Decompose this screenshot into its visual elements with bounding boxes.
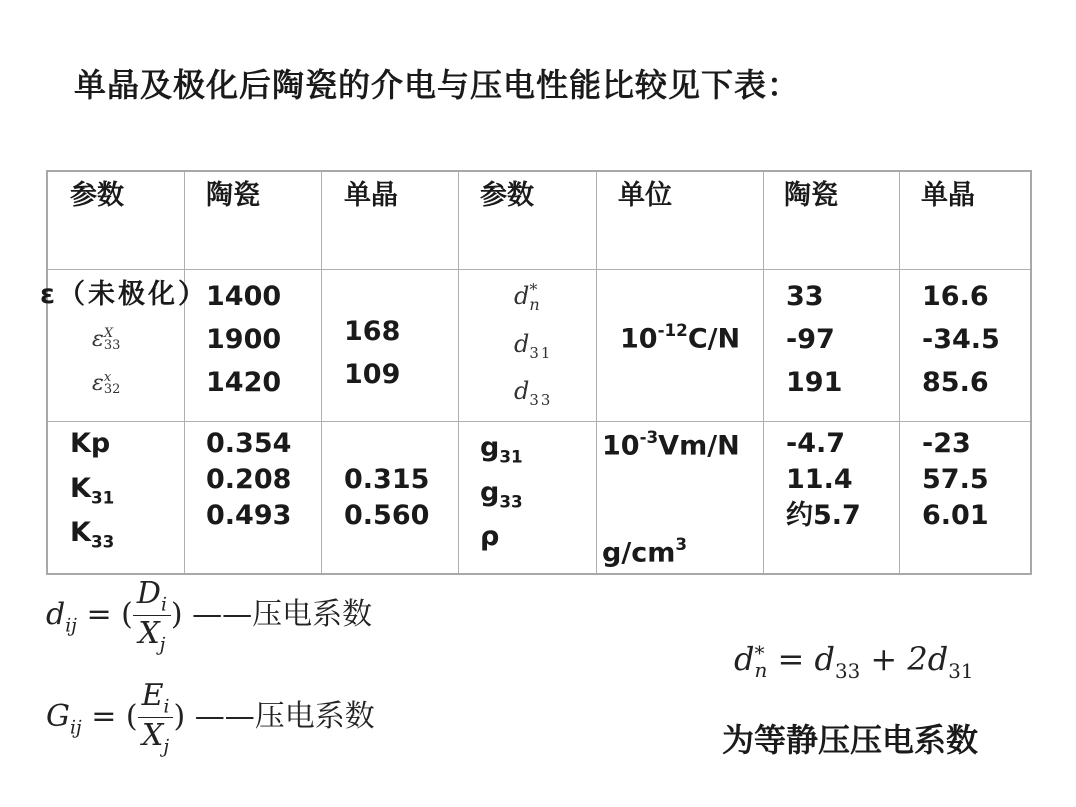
- row2-params-2: [480, 430, 523, 564]
- dn-star-symbol: d * n: [514, 280, 540, 314]
- value-cell: 109: [344, 359, 401, 390]
- row2-params: [70, 426, 114, 560]
- value-cell: 0.560: [344, 500, 430, 531]
- row2-crystal-values: [344, 462, 429, 534]
- column-divider: [321, 172, 322, 573]
- page-title: 单晶及极化后陶瓷的介电与压电性能比较见下表：: [74, 66, 801, 104]
- value-cell: 0.493: [206, 500, 292, 531]
- epsilon-unpolarized-label: ε（未极化）: [40, 279, 209, 310]
- value-cell: 33: [786, 281, 824, 312]
- value-cell: 16.6: [922, 281, 989, 312]
- value-cell: 约5.7: [786, 500, 861, 531]
- header-crystal-2: 单晶: [921, 180, 975, 211]
- isostatic-note: 为等静压压电系数: [722, 721, 979, 759]
- row1-ceramic2-values: [786, 275, 842, 404]
- value-cell: 168: [344, 316, 401, 347]
- row2-ceramic2-values: [786, 426, 861, 534]
- header-ceramic: 陶瓷: [206, 180, 260, 211]
- epsilon-32-symbol: ε x 32: [92, 369, 121, 397]
- value-cell: 1420: [206, 367, 282, 398]
- row2-crystal2-values: [922, 426, 989, 534]
- column-divider: [899, 172, 900, 573]
- row2-unit-2: $g/cm^3$: [602, 534, 687, 569]
- column-divider: [596, 172, 597, 573]
- row-divider: [48, 269, 1030, 270]
- value-cell: 0.315: [344, 464, 430, 495]
- d31-symbol: $d_{31}$: [514, 330, 553, 362]
- param-rho: ρ: [480, 521, 500, 553]
- row-divider: [48, 421, 1030, 422]
- value-cell: -23: [922, 428, 971, 459]
- param-g33: $g_{33}$: [480, 476, 523, 512]
- param-kp: Kp: [70, 428, 111, 459]
- column-divider: [184, 172, 185, 573]
- param-g31: $g_{31}$: [480, 432, 523, 467]
- formula-dn-star: d * n = $d_{33} + 2d_{31}$: [734, 640, 974, 683]
- formula-piezo-d: $d_{ij}$ = ( $\frac{D_i}{X_j}$ ) ——压电系数: [46, 576, 373, 656]
- value-cell: 1400: [206, 281, 282, 312]
- value-cell: 11.4: [786, 464, 853, 495]
- row1-crystal2-values: [922, 275, 1000, 404]
- value-cell: -34.5: [922, 324, 1000, 355]
- d33-symbol: $d_{33}$: [514, 377, 553, 409]
- value-cell: 85.6: [922, 367, 989, 398]
- row1-ceramic-values: [206, 275, 281, 404]
- value-cell: 1900: [206, 324, 282, 355]
- column-divider: [458, 172, 459, 573]
- row2-ceramic-values: [206, 426, 291, 534]
- header-unit: 单位: [618, 180, 672, 211]
- value-cell: 6.01: [922, 500, 989, 531]
- row1-crystal-values: [344, 310, 400, 396]
- comparison-table: [40, 170, 1032, 575]
- value-cell: 191: [786, 367, 843, 398]
- row1-unit: $10^{-12}C/N$: [620, 320, 741, 355]
- param-k33: $K_{33}$: [70, 517, 115, 553]
- header-param-2: 参数: [480, 180, 534, 211]
- param-k31: $K_{31}$: [70, 472, 115, 508]
- formula-piezo-g: $G_{ij}$ = ( $\frac{E_i}{X_j}$ ) ——压电系数: [46, 678, 375, 758]
- row2-unit-1: $10^{-3}Vm/N$: [602, 427, 740, 462]
- header-param: 参数: [70, 180, 124, 211]
- value-cell: 0.354: [206, 428, 292, 459]
- epsilon-33-symbol: ε X 33: [92, 325, 121, 353]
- value-cell: -4.7: [786, 428, 846, 459]
- value-cell: -97: [786, 324, 835, 355]
- value-cell: 57.5: [922, 464, 989, 495]
- value-cell: 0.208: [206, 464, 292, 495]
- column-divider: [763, 172, 764, 573]
- header-crystal: 单晶: [344, 180, 398, 211]
- header-ceramic-2: 陶瓷: [784, 180, 838, 211]
